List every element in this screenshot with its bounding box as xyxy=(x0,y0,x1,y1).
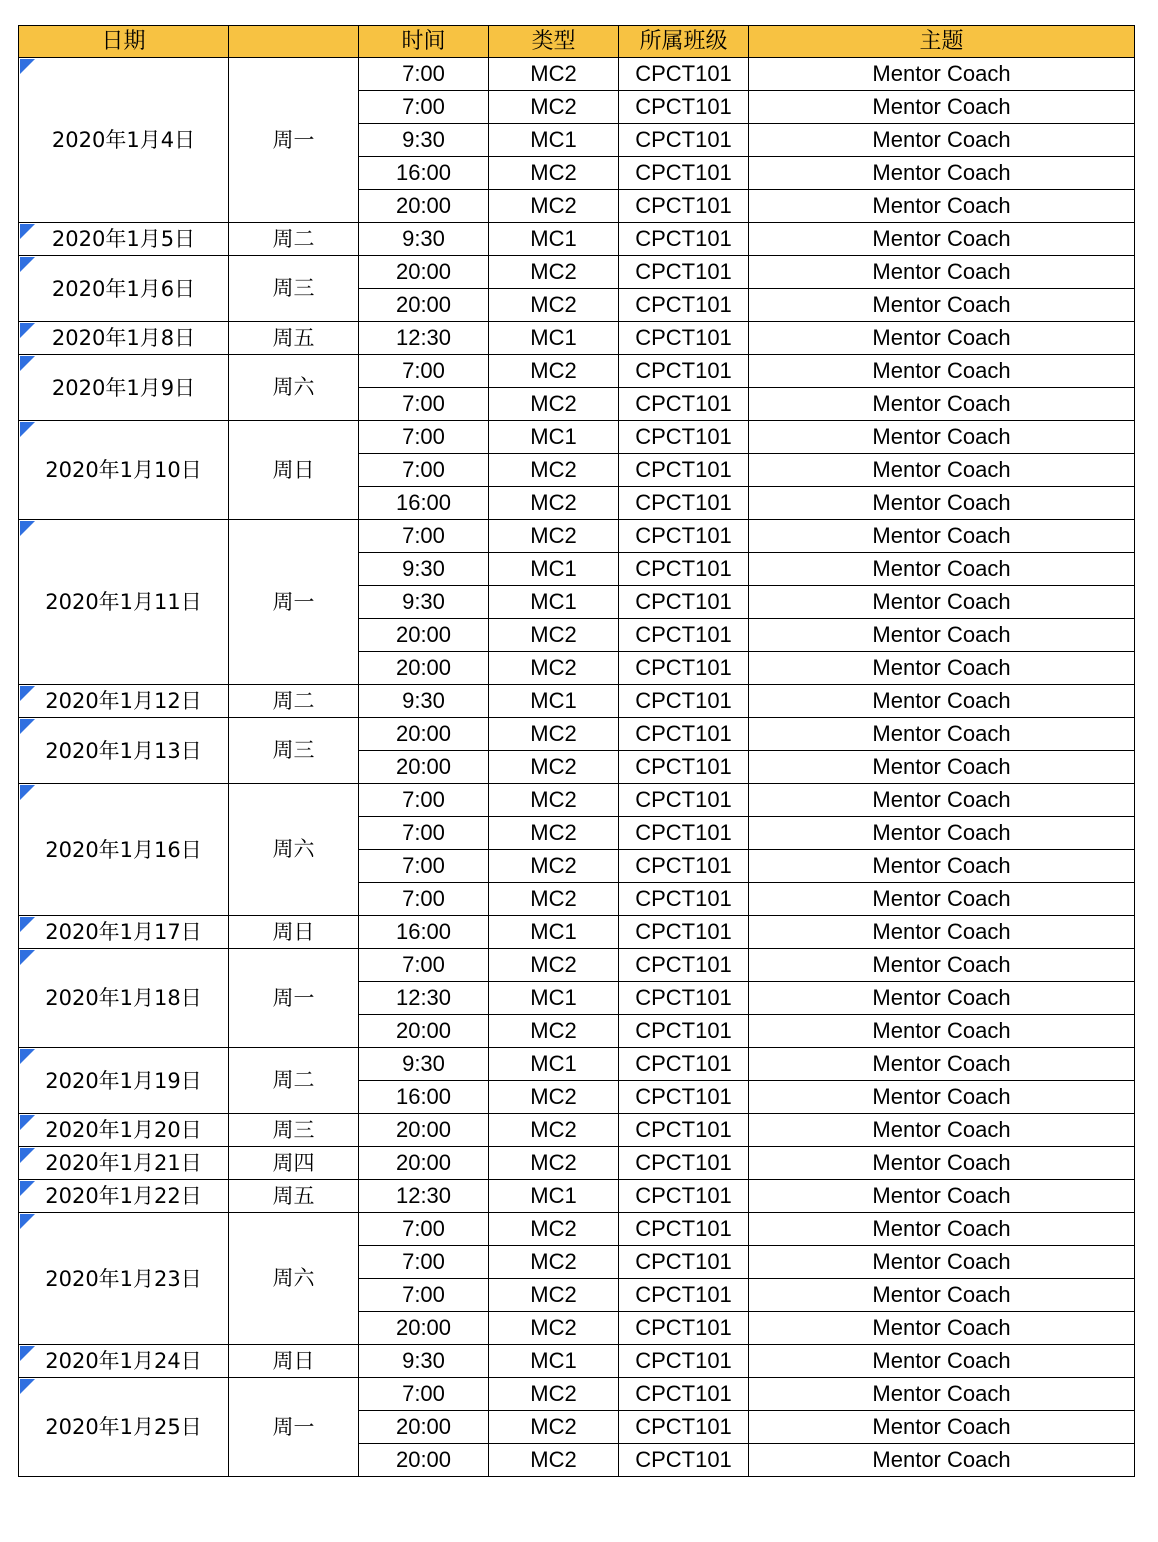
time-cell[interactable]: 20:00 xyxy=(359,289,489,322)
topic-cell[interactable]: Mentor Coach xyxy=(749,850,1135,883)
type-cell[interactable]: MC2 xyxy=(489,256,619,289)
topic-cell[interactable]: Mentor Coach xyxy=(749,1444,1135,1477)
topic-cell[interactable]: Mentor Coach xyxy=(749,58,1135,91)
time-cell[interactable]: 7:00 xyxy=(359,817,489,850)
table-row xyxy=(19,355,1135,388)
type-cell[interactable]: MC1 xyxy=(489,982,619,1015)
time-cell[interactable]: 9:30 xyxy=(359,586,489,619)
date-text: 2020年1月16日 xyxy=(45,837,202,862)
topic-cell[interactable]: Mentor Coach xyxy=(749,784,1135,817)
type-cell[interactable]: MC1 xyxy=(489,1345,619,1378)
date-cell[interactable] xyxy=(19,421,229,520)
type-cell[interactable]: MC2 xyxy=(489,1411,619,1444)
comment-indicator-icon[interactable] xyxy=(20,1148,35,1163)
time-cell[interactable]: 20:00 xyxy=(359,1147,489,1180)
time-cell[interactable]: 9:30 xyxy=(359,124,489,157)
time-cell[interactable]: 12:30 xyxy=(359,982,489,1015)
class-cell[interactable]: CPCT101 xyxy=(619,784,749,817)
time-cell[interactable]: 20:00 xyxy=(359,1312,489,1345)
time-cell[interactable]: 7:00 xyxy=(359,520,489,553)
comment-indicator-icon[interactable] xyxy=(20,323,35,338)
class-cell[interactable]: CPCT101 xyxy=(619,421,749,454)
table-row xyxy=(19,949,1135,982)
type-cell[interactable]: MC2 xyxy=(489,619,619,652)
class-cell[interactable]: CPCT101 xyxy=(619,1444,749,1477)
table-row xyxy=(19,421,1135,454)
comment-indicator-icon[interactable] xyxy=(20,257,35,272)
time-cell[interactable]: 20:00 xyxy=(359,652,489,685)
comment-indicator-icon[interactable] xyxy=(20,521,35,536)
time-cell[interactable]: 20:00 xyxy=(359,256,489,289)
date-cell[interactable] xyxy=(19,223,229,256)
time-cell[interactable]: 7:00 xyxy=(359,949,489,982)
header-topic[interactable]: 主题 xyxy=(749,26,1135,58)
class-cell[interactable]: CPCT101 xyxy=(619,1081,749,1114)
topic-cell[interactable]: Mentor Coach xyxy=(749,1246,1135,1279)
date-cell[interactable] xyxy=(19,520,229,685)
table-row xyxy=(19,256,1135,289)
date-text: 2020年1月4日 xyxy=(51,128,196,152)
topic-cell[interactable]: Mentor Coach xyxy=(749,1048,1135,1081)
topic-cell[interactable]: Mentor Coach xyxy=(749,553,1135,586)
table-row xyxy=(19,322,1135,355)
date-cell[interactable] xyxy=(19,1048,229,1114)
date-cell[interactable] xyxy=(19,1114,229,1147)
type-cell[interactable]: MC2 xyxy=(489,355,619,388)
date-text: 2020年1月8日 xyxy=(51,326,196,350)
class-cell[interactable]: CPCT101 xyxy=(619,1180,749,1213)
class-cell[interactable]: CPCT101 xyxy=(619,982,749,1015)
date-cell[interactable] xyxy=(19,685,229,718)
date-cell[interactable] xyxy=(19,1345,229,1378)
date-text: 2020年1月23日 xyxy=(45,1266,202,1291)
date-cell[interactable] xyxy=(19,1147,229,1180)
time-cell[interactable]: 16:00 xyxy=(359,1081,489,1114)
time-cell[interactable]: 7:00 xyxy=(359,91,489,124)
type-cell[interactable]: MC2 xyxy=(489,1279,619,1312)
time-cell[interactable]: 7:00 xyxy=(359,883,489,916)
class-cell[interactable]: CPCT101 xyxy=(619,388,749,421)
topic-cell[interactable]: Mentor Coach xyxy=(749,586,1135,619)
weekday-cell[interactable]: 周六 xyxy=(229,355,359,421)
weekday-cell[interactable]: 周二 xyxy=(229,223,359,256)
weekday-cell[interactable]: 周日 xyxy=(229,421,359,520)
class-cell[interactable]: CPCT101 xyxy=(619,289,749,322)
class-cell[interactable]: CPCT101 xyxy=(619,256,749,289)
topic-cell[interactable]: Mentor Coach xyxy=(749,289,1135,322)
type-cell[interactable]: MC2 xyxy=(489,1114,619,1147)
type-cell[interactable]: MC2 xyxy=(489,784,619,817)
date-cell[interactable] xyxy=(19,322,229,355)
type-cell[interactable]: MC2 xyxy=(489,1015,619,1048)
type-cell[interactable]: MC2 xyxy=(489,1147,619,1180)
topic-cell[interactable]: Mentor Coach xyxy=(749,1411,1135,1444)
type-cell[interactable]: MC2 xyxy=(489,289,619,322)
class-cell[interactable]: CPCT101 xyxy=(619,949,749,982)
weekday-cell[interactable]: 周一 xyxy=(229,949,359,1048)
topic-cell[interactable]: Mentor Coach xyxy=(749,355,1135,388)
comment-indicator-icon[interactable] xyxy=(20,785,35,800)
table-row xyxy=(19,1048,1135,1081)
time-cell[interactable]: 16:00 xyxy=(359,916,489,949)
type-cell[interactable]: MC2 xyxy=(489,1444,619,1477)
time-cell[interactable]: 16:00 xyxy=(359,487,489,520)
comment-indicator-icon[interactable] xyxy=(20,917,35,932)
schedule-table xyxy=(18,25,1135,1477)
date-cell[interactable] xyxy=(19,1180,229,1213)
topic-cell[interactable]: Mentor Coach xyxy=(749,883,1135,916)
weekday-cell[interactable]: 周二 xyxy=(229,1048,359,1114)
type-cell[interactable]: MC2 xyxy=(489,1378,619,1411)
topic-cell[interactable]: Mentor Coach xyxy=(749,223,1135,256)
class-cell[interactable]: CPCT101 xyxy=(619,520,749,553)
time-cell[interactable]: 7:00 xyxy=(359,1213,489,1246)
date-cell[interactable] xyxy=(19,256,229,322)
comment-indicator-icon[interactable] xyxy=(20,356,35,371)
topic-cell[interactable]: Mentor Coach xyxy=(749,1180,1135,1213)
type-cell[interactable]: MC1 xyxy=(489,124,619,157)
class-cell[interactable]: CPCT101 xyxy=(619,1147,749,1180)
time-cell[interactable]: 7:00 xyxy=(359,388,489,421)
topic-cell[interactable]: Mentor Coach xyxy=(749,1312,1135,1345)
time-cell[interactable]: 7:00 xyxy=(359,58,489,91)
date-text: 2020年1月25日 xyxy=(45,1415,202,1439)
date-cell[interactable] xyxy=(19,916,229,949)
comment-indicator-icon[interactable] xyxy=(20,59,35,74)
time-cell[interactable]: 7:00 xyxy=(359,421,489,454)
type-cell[interactable]: MC2 xyxy=(489,1081,619,1114)
weekday-cell[interactable]: 周四 xyxy=(229,1147,359,1180)
comment-indicator-icon[interactable] xyxy=(20,224,35,239)
type-cell[interactable]: MC2 xyxy=(489,718,619,751)
class-cell[interactable]: CPCT101 xyxy=(619,553,749,586)
topic-cell[interactable]: Mentor Coach xyxy=(749,718,1135,751)
time-cell[interactable]: 7:00 xyxy=(359,850,489,883)
topic-cell[interactable]: Mentor Coach xyxy=(749,157,1135,190)
topic-cell[interactable]: Mentor Coach xyxy=(749,1345,1135,1378)
table-row xyxy=(19,916,1135,949)
topic-cell[interactable]: Mentor Coach xyxy=(749,817,1135,850)
date-text: 2020年1月5日 xyxy=(51,227,196,251)
class-cell[interactable]: CPCT101 xyxy=(619,355,749,388)
topic-cell[interactable]: Mentor Coach xyxy=(749,388,1135,421)
table-row xyxy=(19,223,1135,256)
header-weekday[interactable] xyxy=(229,26,359,58)
time-cell[interactable]: 12:30 xyxy=(359,1180,489,1213)
type-cell[interactable]: MC2 xyxy=(489,1312,619,1345)
class-cell[interactable]: CPCT101 xyxy=(619,1312,749,1345)
comment-indicator-icon[interactable] xyxy=(20,1115,35,1130)
date-text: 2020年1月20日 xyxy=(45,1118,202,1142)
class-cell[interactable]: CPCT101 xyxy=(619,1015,749,1048)
date-text: 2020年1月19日 xyxy=(45,1068,202,1093)
topic-cell[interactable]: Mentor Coach xyxy=(749,1114,1135,1147)
date-cell[interactable] xyxy=(19,784,229,916)
topic-cell[interactable]: Mentor Coach xyxy=(749,190,1135,223)
comment-indicator-icon[interactable] xyxy=(20,686,35,701)
topic-cell[interactable]: Mentor Coach xyxy=(749,949,1135,982)
type-cell[interactable]: MC1 xyxy=(489,322,619,355)
comment-indicator-icon[interactable] xyxy=(20,719,35,734)
topic-cell[interactable]: Mentor Coach xyxy=(749,91,1135,124)
weekday-cell[interactable]: 周一 xyxy=(229,1378,359,1477)
type-cell[interactable]: MC2 xyxy=(489,520,619,553)
class-cell[interactable]: CPCT101 xyxy=(619,916,749,949)
type-cell[interactable]: MC2 xyxy=(489,487,619,520)
class-cell[interactable]: CPCT101 xyxy=(619,487,749,520)
class-cell[interactable]: CPCT101 xyxy=(619,1411,749,1444)
topic-cell[interactable]: Mentor Coach xyxy=(749,124,1135,157)
comment-indicator-icon[interactable] xyxy=(20,422,35,437)
type-cell[interactable]: MC2 xyxy=(489,454,619,487)
topic-cell[interactable]: Mentor Coach xyxy=(749,1147,1135,1180)
date-text: 2020年1月9日 xyxy=(51,375,196,400)
type-cell[interactable]: MC2 xyxy=(489,190,619,223)
weekday-cell[interactable]: 周五 xyxy=(229,322,359,355)
time-cell[interactable]: 7:00 xyxy=(359,355,489,388)
type-cell[interactable]: MC2 xyxy=(489,817,619,850)
time-cell[interactable]: 20:00 xyxy=(359,1114,489,1147)
time-cell[interactable]: 9:30 xyxy=(359,685,489,718)
type-cell[interactable]: MC2 xyxy=(489,1246,619,1279)
class-cell[interactable]: CPCT101 xyxy=(619,1378,749,1411)
date-cell[interactable] xyxy=(19,1378,229,1477)
time-cell[interactable]: 9:30 xyxy=(359,1048,489,1081)
topic-cell[interactable]: Mentor Coach xyxy=(749,1015,1135,1048)
time-cell[interactable]: 7:00 xyxy=(359,784,489,817)
date-text: 2020年1月13日 xyxy=(45,738,202,763)
time-cell[interactable]: 16:00 xyxy=(359,157,489,190)
topic-cell[interactable]: Mentor Coach xyxy=(749,916,1135,949)
comment-indicator-icon[interactable] xyxy=(20,1214,35,1229)
date-text: 2020年1月21日 xyxy=(45,1151,202,1175)
class-cell[interactable]: CPCT101 xyxy=(619,751,749,784)
time-cell[interactable]: 7:00 xyxy=(359,1246,489,1279)
weekday-cell[interactable]: 周六 xyxy=(229,1213,359,1345)
comment-indicator-icon[interactable] xyxy=(20,1181,35,1196)
time-cell[interactable]: 12:30 xyxy=(359,322,489,355)
time-cell[interactable]: 20:00 xyxy=(359,619,489,652)
class-cell[interactable]: CPCT101 xyxy=(619,817,749,850)
class-cell[interactable]: CPCT101 xyxy=(619,454,749,487)
topic-cell[interactable]: Mentor Coach xyxy=(749,1213,1135,1246)
date-cell[interactable] xyxy=(19,58,229,223)
class-cell[interactable]: CPCT101 xyxy=(619,652,749,685)
class-cell[interactable]: CPCT101 xyxy=(619,1048,749,1081)
class-cell[interactable]: CPCT101 xyxy=(619,1279,749,1312)
topic-cell[interactable]: Mentor Coach xyxy=(749,256,1135,289)
topic-cell[interactable]: Mentor Coach xyxy=(749,685,1135,718)
weekday-cell[interactable]: 周日 xyxy=(229,1345,359,1378)
time-cell[interactable]: 7:00 xyxy=(359,1378,489,1411)
class-cell[interactable]: CPCT101 xyxy=(619,685,749,718)
date-text: 2020年1月18日 xyxy=(45,986,202,1010)
date-text: 2020年1月12日 xyxy=(45,689,202,713)
type-cell[interactable]: MC1 xyxy=(489,1048,619,1081)
type-cell[interactable]: MC2 xyxy=(489,751,619,784)
header-row xyxy=(19,26,1135,58)
date-text: 2020年1月11日 xyxy=(45,590,202,614)
class-cell[interactable]: CPCT101 xyxy=(619,850,749,883)
class-cell[interactable]: CPCT101 xyxy=(619,586,749,619)
type-cell[interactable]: MC1 xyxy=(489,916,619,949)
time-cell[interactable]: 20:00 xyxy=(359,1444,489,1477)
date-text: 2020年1月17日 xyxy=(45,920,202,944)
type-cell[interactable]: MC1 xyxy=(489,553,619,586)
date-cell[interactable] xyxy=(19,1213,229,1345)
date-text: 2020年1月22日 xyxy=(45,1184,202,1208)
topic-cell[interactable]: Mentor Coach xyxy=(749,421,1135,454)
table-row xyxy=(19,1345,1135,1378)
header-class[interactable]: 所属班级 xyxy=(619,26,749,58)
weekday-cell[interactable]: 周三 xyxy=(229,1114,359,1147)
date-cell[interactable] xyxy=(19,355,229,421)
header-date[interactable]: 日期 xyxy=(19,26,229,58)
weekday-cell[interactable]: 周二 xyxy=(229,685,359,718)
time-cell[interactable]: 20:00 xyxy=(359,718,489,751)
type-cell[interactable]: MC1 xyxy=(489,421,619,454)
class-cell[interactable]: CPCT101 xyxy=(619,718,749,751)
type-cell[interactable]: MC2 xyxy=(489,883,619,916)
class-cell[interactable]: CPCT101 xyxy=(619,1114,749,1147)
table-row xyxy=(19,1378,1135,1411)
date-text: 2020年1月10日 xyxy=(45,458,202,482)
table-row xyxy=(19,1213,1135,1246)
date-cell[interactable] xyxy=(19,949,229,1048)
class-cell[interactable]: CPCT101 xyxy=(619,883,749,916)
topic-cell[interactable]: Mentor Coach xyxy=(749,322,1135,355)
weekday-cell[interactable]: 周三 xyxy=(229,256,359,322)
topic-cell[interactable]: Mentor Coach xyxy=(749,520,1135,553)
class-cell[interactable]: CPCT101 xyxy=(619,1213,749,1246)
table-row xyxy=(19,718,1135,751)
weekday-cell[interactable]: 周一 xyxy=(229,58,359,223)
type-cell[interactable]: MC2 xyxy=(489,388,619,421)
type-cell[interactable]: MC2 xyxy=(489,652,619,685)
weekday-cell[interactable]: 周五 xyxy=(229,1180,359,1213)
type-cell[interactable]: MC2 xyxy=(489,949,619,982)
type-cell[interactable]: MC2 xyxy=(489,157,619,190)
table-row xyxy=(19,685,1135,718)
date-text: 2020年1月6日 xyxy=(51,276,196,301)
class-cell[interactable]: CPCT101 xyxy=(619,223,749,256)
topic-cell[interactable]: Mentor Coach xyxy=(749,751,1135,784)
time-cell[interactable]: 9:30 xyxy=(359,553,489,586)
class-cell[interactable]: CPCT101 xyxy=(619,190,749,223)
time-cell[interactable]: 20:00 xyxy=(359,1015,489,1048)
comment-indicator-icon[interactable] xyxy=(20,950,35,965)
type-cell[interactable]: MC1 xyxy=(489,223,619,256)
weekday-cell[interactable]: 周六 xyxy=(229,784,359,916)
class-cell[interactable]: CPCT101 xyxy=(619,322,749,355)
class-cell[interactable]: CPCT101 xyxy=(619,124,749,157)
topic-cell[interactable]: Mentor Coach xyxy=(749,1279,1135,1312)
type-cell[interactable]: MC1 xyxy=(489,685,619,718)
header-type[interactable]: 类型 xyxy=(489,26,619,58)
comment-indicator-icon[interactable] xyxy=(20,1049,35,1064)
date-text: 2020年1月24日 xyxy=(45,1349,202,1373)
date-cell[interactable] xyxy=(19,718,229,784)
class-cell[interactable]: CPCT101 xyxy=(619,1246,749,1279)
table-row xyxy=(19,1180,1135,1213)
table-row xyxy=(19,784,1135,817)
table-row xyxy=(19,1114,1135,1147)
type-cell[interactable]: MC1 xyxy=(489,1180,619,1213)
topic-cell[interactable]: Mentor Coach xyxy=(749,487,1135,520)
class-cell[interactable]: CPCT101 xyxy=(619,157,749,190)
table-row xyxy=(19,1147,1135,1180)
time-cell[interactable]: 20:00 xyxy=(359,751,489,784)
time-cell[interactable]: 9:30 xyxy=(359,223,489,256)
class-cell[interactable]: CPCT101 xyxy=(619,58,749,91)
weekday-cell[interactable]: 周日 xyxy=(229,916,359,949)
topic-cell[interactable]: Mentor Coach xyxy=(749,454,1135,487)
time-cell[interactable]: 7:00 xyxy=(359,454,489,487)
time-cell[interactable]: 20:00 xyxy=(359,190,489,223)
type-cell[interactable]: MC1 xyxy=(489,586,619,619)
type-cell[interactable]: MC2 xyxy=(489,58,619,91)
schedule-body xyxy=(19,58,1135,1477)
type-cell[interactable]: MC2 xyxy=(489,91,619,124)
topic-cell[interactable]: Mentor Coach xyxy=(749,619,1135,652)
class-cell[interactable]: CPCT101 xyxy=(619,91,749,124)
type-cell[interactable]: MC2 xyxy=(489,850,619,883)
weekday-cell[interactable]: 周一 xyxy=(229,520,359,685)
topic-cell[interactable]: Mentor Coach xyxy=(749,652,1135,685)
class-cell[interactable]: CPCT101 xyxy=(619,1345,749,1378)
comment-indicator-icon[interactable] xyxy=(20,1379,35,1394)
comment-indicator-icon[interactable] xyxy=(20,1346,35,1361)
topic-cell[interactable]: Mentor Coach xyxy=(749,1081,1135,1114)
topic-cell[interactable]: Mentor Coach xyxy=(749,982,1135,1015)
type-cell[interactable]: MC2 xyxy=(489,1213,619,1246)
table-row xyxy=(19,520,1135,553)
class-cell[interactable]: CPCT101 xyxy=(619,619,749,652)
topic-cell[interactable]: Mentor Coach xyxy=(749,1378,1135,1411)
table-row xyxy=(19,58,1135,91)
time-cell[interactable]: 9:30 xyxy=(359,1345,489,1378)
header-time[interactable]: 时间 xyxy=(359,26,489,58)
time-cell[interactable]: 7:00 xyxy=(359,1279,489,1312)
weekday-cell[interactable]: 周三 xyxy=(229,718,359,784)
time-cell[interactable]: 20:00 xyxy=(359,1411,489,1444)
